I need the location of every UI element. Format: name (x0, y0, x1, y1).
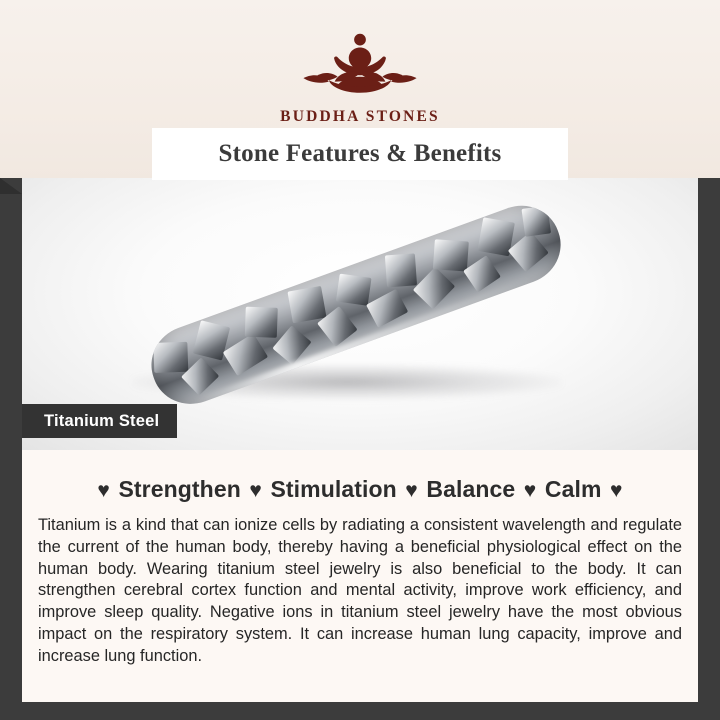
lotus-meditation-icon (285, 26, 435, 104)
stone-name-tag (22, 404, 177, 438)
keyword-2: Stimulation (270, 476, 397, 502)
brand-logo-group (0, 26, 720, 126)
frame-corner-notch (0, 178, 22, 194)
page-title: Stone Features & Benefits (218, 140, 502, 167)
keyword-1: Strengthen (118, 476, 241, 502)
stone-name-label: Titanium Steel (44, 411, 160, 430)
heart-icon: ♥ (523, 479, 537, 502)
heart-icon: ♥ (249, 479, 262, 502)
heart-icon: ♥ (610, 479, 623, 502)
brand-name: BUDDHA STONES (280, 108, 440, 125)
frame-right-edge (698, 178, 720, 720)
heart-icon: ♥ (405, 479, 418, 502)
titanium-crystal-rod (119, 178, 590, 450)
section-title-ribbon (152, 128, 568, 180)
description-text: Titanium is a kind that can ionize cells by radiating a consistent wavelength and regulate the current of the human body, thereby having a beneficial physiological effect on the human body. Wearing titanium steel jewelry is also beneficial to the body. It can strengthen cerebral cortex function and mental activity, improve work efficiency, and improve sleep quality. Negative ions in titanium steel jewelry have the most obvious impact on the respiratory system. It can increase human lung capacity, improve and increase lung function. (38, 516, 682, 665)
benefit-keywords (22, 450, 698, 509)
keyword-3: Balance (426, 476, 516, 502)
frame-bottom-edge (0, 702, 720, 720)
frame-left-edge (0, 178, 22, 720)
heart-icon: ♥ (97, 479, 110, 502)
keyword-4: Calm (544, 476, 602, 502)
description-panel (22, 450, 698, 702)
